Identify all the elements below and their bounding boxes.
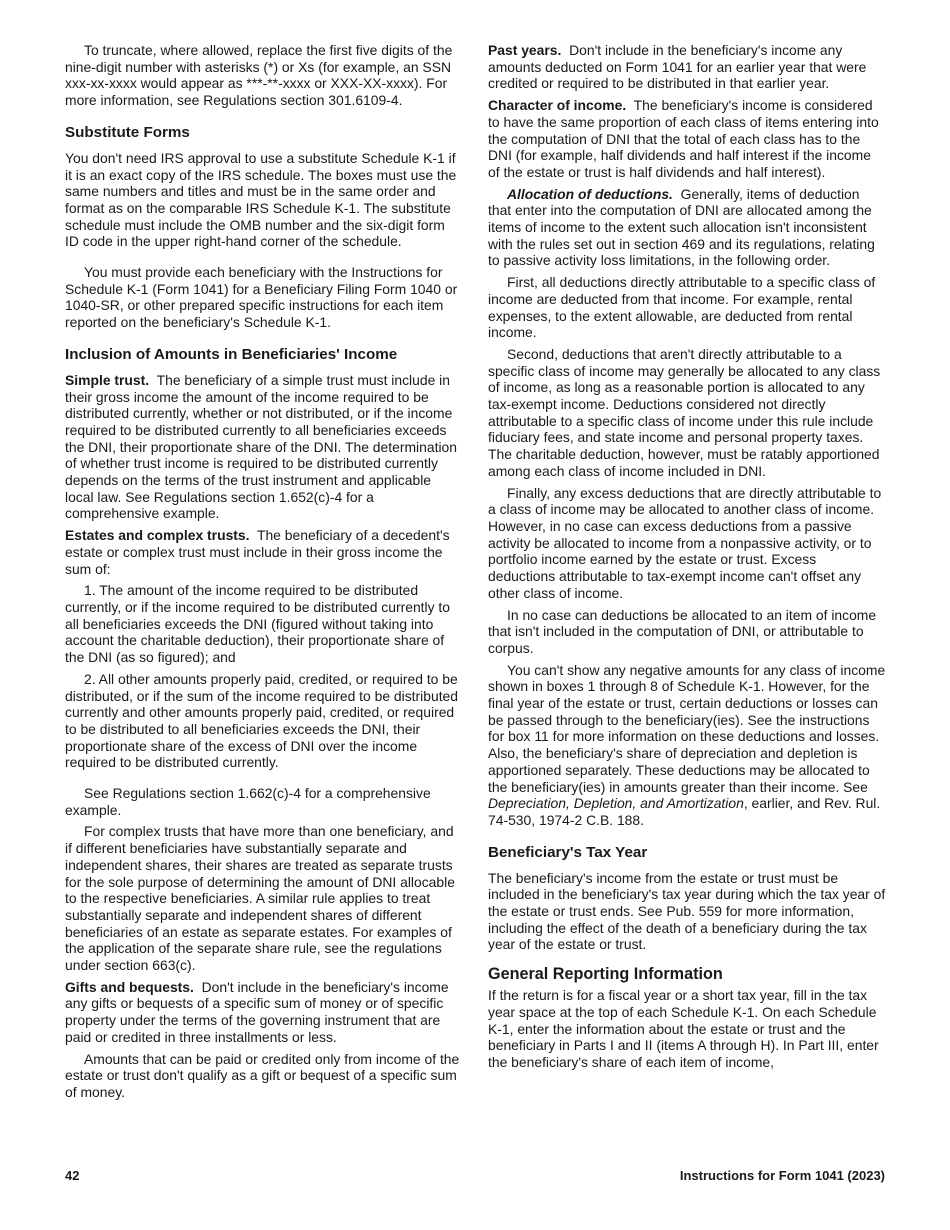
character-paragraph: [488, 97, 886, 181]
depreciation-reference: Depreciation, Depletion, and Amortization: [488, 795, 744, 812]
gifts-run-in-head: Gifts and bequests.: [65, 978, 194, 995]
character-run-in-head: Character of income.: [488, 97, 627, 114]
general-reporting-paragraph: If the return is for a fiscal year or a short tax year, fill in the tax year space at the top of each Schedule K-1. On each Schedule K-1, enter the information about the estate or trust and the beneficiary in Parts I and II (items A through H). In Part III, enter the beneficiary's share of each item of income,: [488, 987, 879, 1070]
character-text: The beneficiary's income is considered to have the same proportion of each class of items entering into the computation of DNI that the total of each class has to the DNI (for example, half dividends and half interest if the income of the estate or trust is half dividends and half interest).: [488, 97, 879, 180]
list-item-2: 2. All other amounts properly paid, credited, or required to be distributed, or if the sum of the income required to be distributed currently and other amounts properly paid, credited, or required to be distributed to all beneficiaries exceeds the DNI, their proportionate share of the excess of DNI over the income required to be distributed currently.: [65, 670, 459, 771]
simple-trust-text: The beneficiary of a simple trust must include in their gross income the amount of the income required to be distributed currently, whether or not distributed, or if the income required to be distributed currently to all beneficiaries exceeds the DNI, their proportionate share of the DNI. The determination of whether trust income is required to be distributed currently depends on the terms of the trust instrument and applicable local law. See Regulations section 1.652(c)-4 for a comprehensive example.: [65, 371, 457, 522]
past-years-text: Don't include in the beneficiary's income any amounts deducted on Form 1041 for an earlier year that were credited or required to be distributed in that earlier year.: [488, 42, 867, 92]
second-paragraph: Second, deductions that aren't directly attributable to a specific class of income may generally be allocated to any class of income, as long as a reasonable portion is allocated to any tax-exempt income. Deductions considered not directly attributable to a specific class of income under this rule include fiduciary fees, and state income and personal property taxes. The charitable deduction, however, must be ratably apportioned among each class of income included in DNI.: [488, 345, 881, 479]
left-column: [65, 42, 462, 1106]
negative-amounts-paragraph: [488, 662, 886, 829]
estates-run-in-head: Estates and complex trusts.: [65, 527, 250, 544]
gifts-paragraph: [65, 979, 462, 1046]
tax-year-paragraph: The beneficiary's income from the estate or trust must be included in the beneficiary's tax year during which the tax year of the estate or trust ends. See Pub. 559 for more information, including the effect of the death of a beneficiary during the tax year of the estate or trust.: [488, 869, 886, 953]
past-years-paragraph: [488, 42, 886, 92]
no-case-paragraph: In no case can deductions be allocated to an item of income that isn't included in the computation of DNI, or attributable to corpus.: [488, 606, 877, 656]
finally-paragraph: Finally, any excess deductions that are directly attributable to a class of income may be allocated to another class of income. However, in no case can excess deductions from a passive activity be allocated to income from a nonpassive activity, or to portfolio income earned by the estate or trust. Excess deductions attributable to tax-exempt income can't offset any other class of income.: [488, 484, 882, 601]
truncate-paragraph: To truncate, where allowed, replace the first five digits of the nine-digit number with asterisks (*) or Xs (for example, an SSN xxx-xx-xxxx would appear as ***-**-xxxx or XXX-XX-xxxx). For more information, see Regulations section 301.6109-4.: [65, 42, 453, 109]
complex-trusts-paragraph: For complex trusts that have more than one beneficiary, and if different beneficiaries have substantially separate and independent shares, their shares are treated as separate trusts for the sole purpose of determining the amount of DNI allocable to the respective beneficiaries. A similar rule applies to treat substantially separate and independent shares of different beneficiaries of an estate as separate estates. For examples of the application of the separate share rule, see the regulations under section 663(c).: [65, 823, 455, 974]
simple-trust-run-in-head: Simple trust.: [65, 371, 150, 388]
page-number: 42: [65, 1168, 80, 1183]
allocation-run-in-head: Allocation of deductions.: [507, 185, 673, 202]
first-paragraph: First, all deductions directly attributable to a specific class of income are deducted from that income. For example, rental expenses, to the extent allowable, are deducted from rental income.: [488, 274, 876, 341]
negative-amounts-text-a: You can't show any negative amounts for any class of income shown in boxes 1 through 8 of Schedule K-1. However, for the final year of the estate or trust, certain deductions or losses can be passed through to the beneficiary(ies). See the instructions for box 11 for more information on these deductions and losses. Also, the beneficiary's share of depreciation and depletion is apportioned separately. These deductions may be allocated to the beneficiary(ies) in amounts greater than their income. See: [488, 661, 886, 795]
see-regulations-paragraph: See Regulations section 1.662(c)-4 for a comprehensive example.: [65, 785, 431, 818]
amounts-paragraph: Amounts that can be paid or credited only from income of the estate or trust don't qualify as a gift or bequest of a specific sum of money.: [65, 1050, 460, 1100]
document-title: Instructions for Form 1041 (2023): [679, 1168, 885, 1183]
tax-year-heading: Beneficiary's Tax Year: [488, 843, 648, 861]
substitute-forms-heading: Substitute Forms: [65, 123, 190, 141]
allocation-text: Generally, items of deduction that enter into the computation of DNI are allocated among the items of income to the extent such allocation isn't inconsistent with the rules set out in section 469 and its regulations, relating to passive activity loss limitations, in the following order.: [488, 185, 875, 269]
negative-amounts-text-b: , earlier, and Rev. Rul. 74-530, 1974-2 C.B. 188.: [488, 795, 881, 828]
substitute-forms-paragraph-2: You must provide each beneficiary with the Instructions for Schedule K-1 (Form 1041) for a Beneficiary Filing Form 1040 or 1040-SR, or other prepared specific instructions for each item reported on the beneficiary's Schedule K-1.: [65, 264, 458, 331]
gifts-text: Don't include in the beneficiary's income any gifts or bequests of a specific sum of money or of specific property under the terms of the governing instrument that are paid or credited in three installments or less.: [65, 978, 449, 1045]
allocation-paragraph: [488, 186, 886, 270]
past-years-run-in-head: Past years.: [488, 42, 562, 58]
right-column: [488, 42, 886, 1076]
estates-text: The beneficiary of a decedent's estate or complex trust must include in their gross income the sum of:: [65, 527, 450, 577]
list-item-1: 1. The amount of the income required to be distributed currently, or if the income required to be distributed currently to all beneficiaries exceeds the DNI (figured without taking into account the charitable deduction), their proportionate share of the DNI (as so figured); and: [65, 582, 451, 666]
substitute-forms-paragraph-1: You don't need IRS approval to use a substitute Schedule K-1 if it is an exact copy of the IRS schedule. The boxes must use the same numbers and titles and must be in the same order and format as on the comparable IRS Schedule K-1. The substitute schedule must include the OMB number and the six-digit form ID code in the upper right-hand corner of the schedule.: [65, 149, 457, 250]
simple-trust-paragraph: [65, 372, 462, 522]
estates-paragraph: [65, 527, 462, 577]
inclusion-heading: Inclusion of Amounts in Beneficiaries' Income: [65, 345, 398, 363]
general-reporting-heading: General Reporting Information: [488, 965, 723, 984]
